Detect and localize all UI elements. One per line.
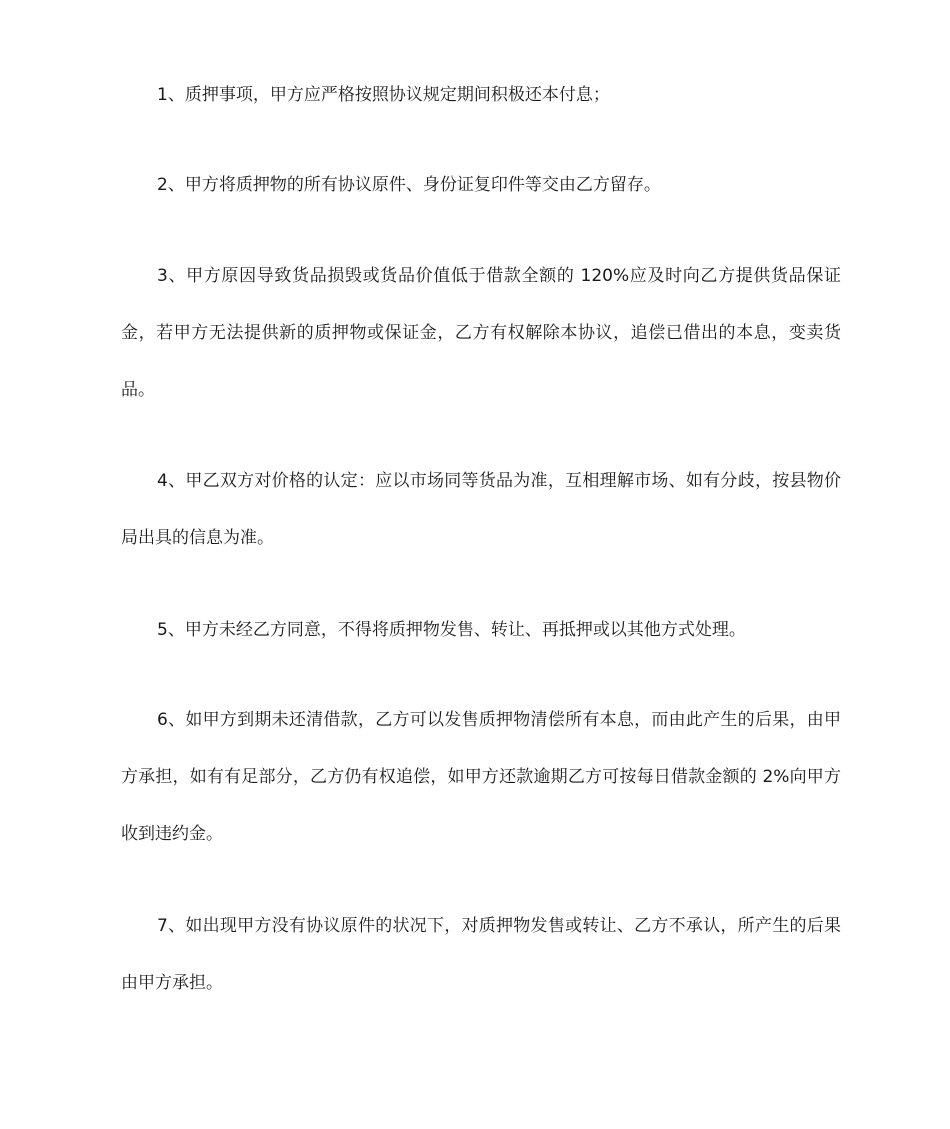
- clause-7: 7、如出现甲方没有协议原件的状况下，对质押物发售或转让、乙方不承认，所产生的后果由甲方承担。: [121, 916, 841, 993]
- clause-3: 3、甲方原因导致货品损毁或货品价值低于借款全额的 120%应及时向乙方提供货品保证金，若甲方无法提供新的质押物或保证金，乙方有权解除本协议，追偿已借出的本息，变卖货品。: [121, 266, 841, 400]
- clause-2: 2、甲方将质押物的所有协议原件、身份证复印件等交由乙方留存。: [157, 175, 661, 195]
- clause-5: 5、甲方未经乙方同意，不得将质押物发售、转让、再抵押或以其他方式处理。: [157, 620, 746, 640]
- clause-4: 4、甲乙双方对价格的认定：应以市场同等货品为准，互相理解市场、如有分歧，按县物价局出具的信息为准。: [121, 471, 841, 548]
- clause-6: 6、如甲方到期未还清借款，乙方可以发售质押物清偿所有本息，而由此产生的后果，由甲方承担，如有有足部分，乙方仍有权追偿，如甲方还款逾期乙方可按每日借款金额的 2%向甲方收到违约金。: [121, 710, 841, 844]
- clause-1: 1、质押事项，甲方应严格按照协议规定期间积极还本付息；: [157, 85, 610, 105]
